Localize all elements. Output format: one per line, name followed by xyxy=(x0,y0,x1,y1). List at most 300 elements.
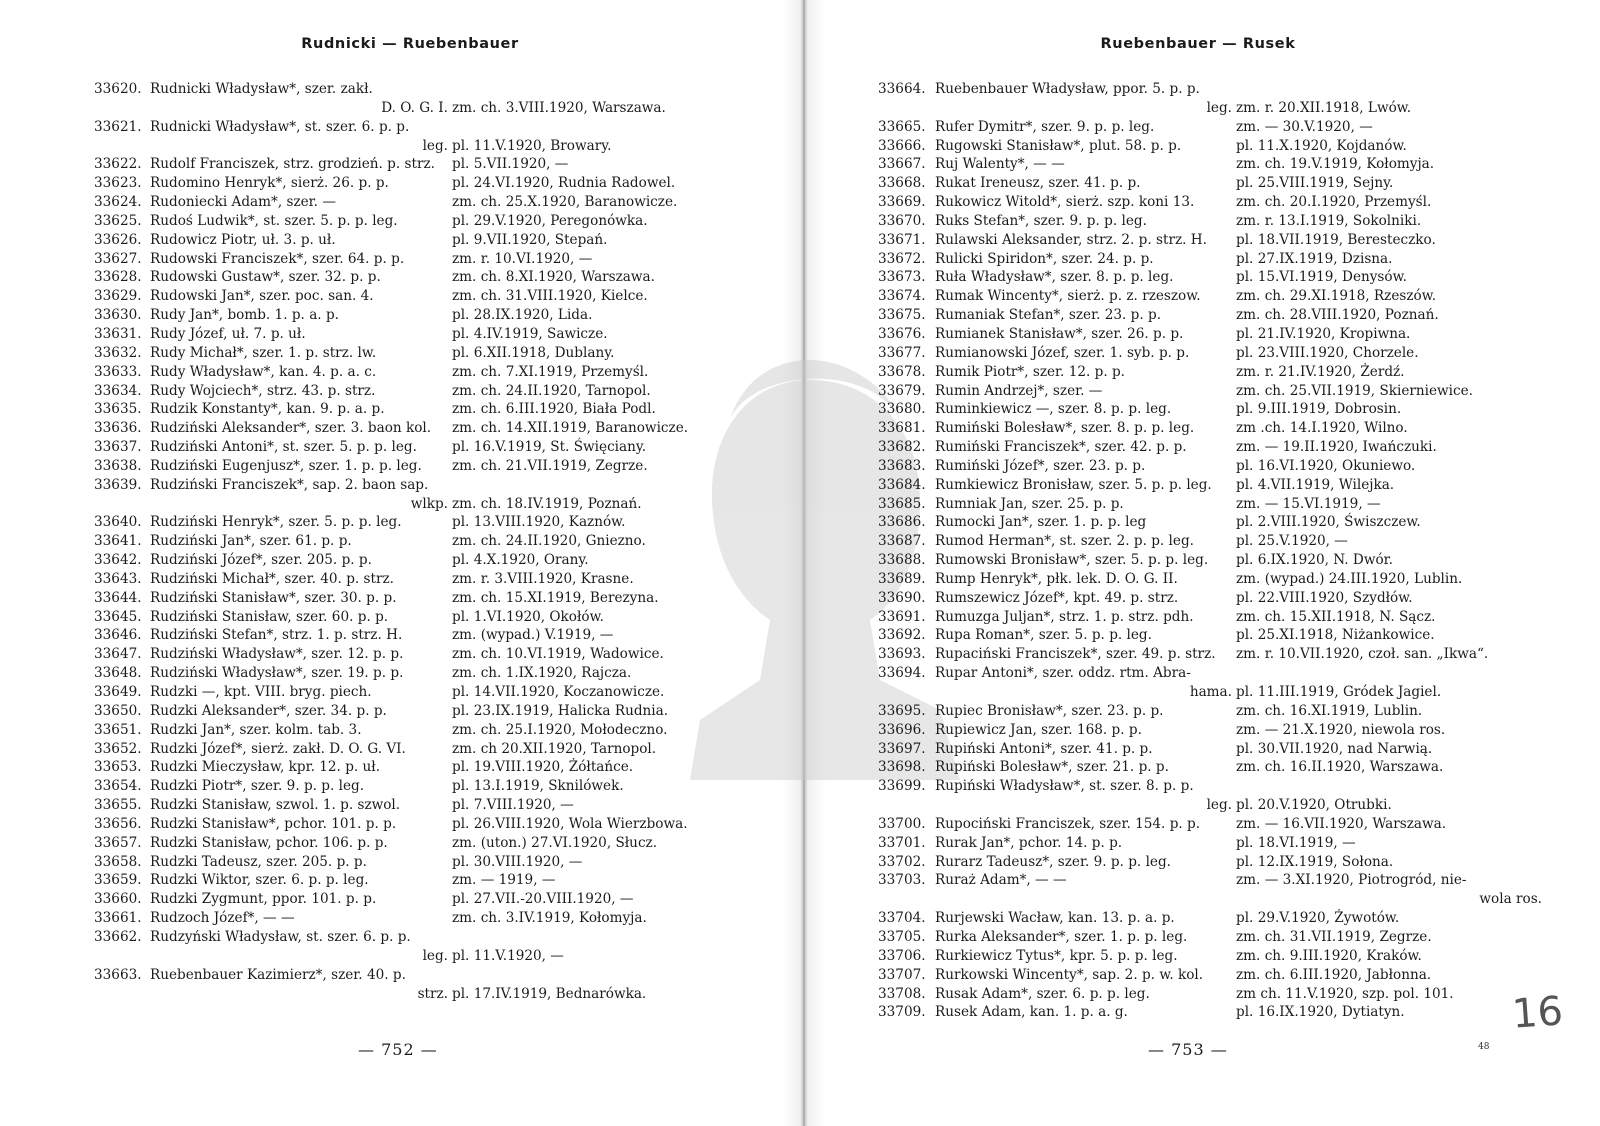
entry-number: 33682. xyxy=(878,439,926,456)
entry-name-rank-unit: Rudowicz Piotr, uł. 3. p. uł. xyxy=(150,231,336,248)
register-entry xyxy=(878,325,1518,344)
register-entry xyxy=(94,174,714,193)
entry-fate: pl. 30.VII.1920, nad Narwią. xyxy=(1236,740,1433,757)
entry-number: 33696. xyxy=(878,721,926,738)
entry-name-rank-unit: Ruks Stefan*, szer. 9. p. p. leg. xyxy=(935,212,1147,229)
entry-fate: pl. 9.VII.1920, Stepań. xyxy=(452,231,608,248)
register-entry xyxy=(94,118,714,137)
entry-number: 33627. xyxy=(94,250,142,267)
entry-name-rank-unit: Rukowicz Witold*, sierż. szp. koni 13. xyxy=(935,194,1195,211)
register-entry xyxy=(878,513,1518,532)
register-entry xyxy=(878,476,1518,495)
register-entry xyxy=(94,796,714,815)
entry-name-rank-unit: Rudzki Mieczysław, kpr. 12. p. uł. xyxy=(150,759,381,776)
register-entry xyxy=(94,268,714,287)
entry-number: 33666. xyxy=(878,137,926,154)
register-entry xyxy=(878,532,1518,551)
entry-name-rank-unit: Rudowski Jan*, szer. poc. san. 4. xyxy=(150,288,374,305)
entry-name-rank-unit: Rudziński Stanisław*, szer. 30. p. p. xyxy=(150,589,397,606)
entry-name-rank-unit: Rumik Piotr*, szer. 12. p. p. xyxy=(935,363,1125,380)
register-entry xyxy=(878,966,1518,985)
entry-number: 33671. xyxy=(878,231,926,248)
entry-number: 33693. xyxy=(878,646,926,663)
entry-fate: zm. ch. 9.III.1920, Kraków. xyxy=(1236,947,1422,964)
register-entry xyxy=(94,909,714,928)
register-entry xyxy=(94,99,714,118)
entry-name-rank-unit: Rumkiewicz Bronisław, szer. 5. p. p. leg. xyxy=(935,476,1212,493)
entry-name-rank-unit: Rudy Józef, uł. 7. p. uł. xyxy=(150,325,306,342)
entry-fate: zm. — 15.VI.1919, — xyxy=(1236,495,1381,512)
register-entries xyxy=(94,80,714,1003)
entry-name-rank-unit: Rudzki Zygmunt, ppor. 101. p. p. xyxy=(150,891,377,908)
register-entry xyxy=(94,325,714,344)
entry-number: 33660. xyxy=(94,891,142,908)
entry-number: 33632. xyxy=(94,344,142,361)
entry-number: 33694. xyxy=(878,665,926,682)
entry-name-rank-unit: Rudy Wojciech*, strz. 43. p. strz. xyxy=(150,382,376,399)
register-entry xyxy=(94,231,714,250)
register-entry xyxy=(878,363,1518,382)
entry-number: 33692. xyxy=(878,627,926,644)
entry-number: 33638. xyxy=(94,457,142,474)
entry-name-rank-unit: Rudy Władysław*, kan. 4. p. a. c. xyxy=(150,363,377,380)
entry-name-rank-unit: Rupiński Antoni*, szer. 41. p. p. xyxy=(935,740,1153,757)
register-entry xyxy=(878,268,1518,287)
stamp-number: 48 xyxy=(1478,1042,1490,1052)
entry-name-rank-unit: Rudnicki Władysław*, st. szer. 6. p. p. xyxy=(150,118,410,135)
register-entry xyxy=(878,608,1518,627)
right-page xyxy=(808,0,1600,1126)
register-entry xyxy=(94,871,714,890)
register-entry xyxy=(878,495,1518,514)
entry-name-rank-unit: Rudzyński Władysław, st. szer. 6. p. p. xyxy=(150,928,411,945)
entry-number: 33642. xyxy=(94,552,142,569)
entry-fate: zm. ch. 25.X.1920, Baranowicze. xyxy=(452,194,678,211)
entry-name-rank-unit: Rudziński Stanisław, szer. 60. p. p. xyxy=(150,608,389,625)
entry-fate: pl. 18.VII.1919, Beresteczko. xyxy=(1236,231,1436,248)
entry-name-rank-unit: Rudziński Stefan*, strz. 1. p. strz. H. xyxy=(150,627,403,644)
entry-number: 33654. xyxy=(94,778,142,795)
entry-name-rank-unit: Rudy Jan*, bomb. 1. p. a. p. xyxy=(150,307,339,324)
entry-fate: zm. — 16.VII.1920, Warszawa. xyxy=(1236,815,1447,832)
entry-name-rank-unit: Rudziński Henryk*, szer. 5. p. p. leg. xyxy=(150,514,402,531)
entry-name-rank-unit: Rupiński Bolesław*, szer. 21. p. p. xyxy=(935,759,1169,776)
entry-number: 33629. xyxy=(94,288,142,305)
register-entry xyxy=(878,250,1518,269)
register-entry xyxy=(878,551,1518,570)
entry-name-rank-unit: Rudzki Aleksander*, szer. 34. p. p. xyxy=(150,702,387,719)
running-head: Rudnicki — Ruebenbauer xyxy=(301,36,519,52)
entry-number: 33668. xyxy=(878,175,926,192)
entry-fate: zm. ch. 3.IV.1919, Kołomyja. xyxy=(452,910,647,927)
entry-fate: pl. 18.VI.1919, — xyxy=(1236,834,1356,851)
entry-number: 33643. xyxy=(94,570,142,587)
entry-unit-continuation: leg. xyxy=(422,137,448,154)
register-entry xyxy=(878,570,1518,589)
entry-name-rank-unit: Rupiński Władysław*, st. szer. 8. p. p. xyxy=(935,778,1194,795)
entry-number: 33674. xyxy=(878,288,926,305)
register-entry xyxy=(878,118,1518,137)
register-entry xyxy=(94,947,714,966)
book-gutter xyxy=(800,0,808,1126)
entry-number: 33662. xyxy=(94,928,142,945)
entry-fate: pl. 4.X.1920, Orany. xyxy=(452,552,589,569)
entry-fate: zm. ch. 29.XI.1918, Rzeszów. xyxy=(1236,288,1437,305)
entry-name-rank-unit: Rumiński Bolesław*, szer. 8. p. p. leg. xyxy=(935,420,1195,437)
entry-number: 33673. xyxy=(878,269,926,286)
register-entry xyxy=(878,871,1518,890)
entry-fate: pl. 30.VIII.1920, — xyxy=(452,853,583,870)
entry-name-rank-unit: Rudziński Aleksander*, szer. 3. baon kol. xyxy=(150,420,432,437)
entry-name-rank-unit: Rudziński Jan*, szer. 61. p. p. xyxy=(150,533,352,550)
entry-fate: pl. 28.IX.1920, Lida. xyxy=(452,307,593,324)
register-entry xyxy=(94,400,714,419)
entry-name-rank-unit: Rurjewski Wacław, kan. 13. p. a. p. xyxy=(935,910,1175,927)
entry-name-rank-unit: Rupa Roman*, szer. 5. p. p. leg. xyxy=(935,627,1152,644)
entry-number: 33704. xyxy=(878,910,926,927)
entry-number: 33657. xyxy=(94,834,142,851)
register-entry xyxy=(94,532,714,551)
entry-name-rank-unit: Rudziński Michał*, szer. 40. p. strz. xyxy=(150,570,394,587)
entry-fate: zm. r. 10.VI.1920, — xyxy=(452,250,593,267)
register-entry xyxy=(878,419,1518,438)
entry-name-rank-unit: Rudy Michał*, szer. 1. p. strz. lw. xyxy=(150,344,377,361)
entry-number: 33652. xyxy=(94,740,142,757)
entry-number: 33651. xyxy=(94,721,142,738)
entry-number: 33622. xyxy=(94,156,142,173)
entry-name-rank-unit: Rusek Adam, kan. 1. p. a. g. xyxy=(935,1004,1128,1021)
entry-number: 33685. xyxy=(878,495,926,512)
entry-fate: zm. (wypad.) V.1919, — xyxy=(452,627,614,644)
register-entry xyxy=(94,890,714,909)
register-entry xyxy=(878,740,1518,759)
entry-name-rank-unit: Rupar Antoni*, szer. oddz. rtm. Abra- xyxy=(935,665,1191,682)
register-entry xyxy=(94,495,714,514)
register-entry xyxy=(94,589,714,608)
entry-name-rank-unit: Rudzki —, kpt. VIII. bryg. piech. xyxy=(150,684,372,700)
entry-name-rank-unit: Rudziński Józef*, szer. 205. p. p. xyxy=(150,552,372,569)
entry-fate: pl. 13.VIII.1920, Kaznów. xyxy=(452,514,626,531)
entry-number: 33687. xyxy=(878,533,926,550)
entry-name-rank-unit: Rudzki Jan*, szer. kolm. tab. 3. xyxy=(150,721,362,738)
register-entry xyxy=(94,777,714,796)
entry-number: 33626. xyxy=(94,231,142,248)
register-entry xyxy=(94,985,714,1004)
register-entry xyxy=(94,457,714,476)
entry-number: 33672. xyxy=(878,250,926,267)
register-entry xyxy=(878,589,1518,608)
entry-fate: zm. — 1919, — xyxy=(452,872,556,889)
register-entry xyxy=(94,608,714,627)
entry-fate: zm. ch. 18.IV.1919, Poznań. xyxy=(452,495,642,512)
entry-number: 33676. xyxy=(878,325,926,342)
entry-number: 33677. xyxy=(878,344,926,361)
running-head: Ruebenbauer — Rusek xyxy=(1100,36,1296,52)
entry-name-rank-unit: Rurka Aleksander*, szer. 1. p. p. leg. xyxy=(935,928,1188,945)
entry-fate: pl. 9.III.1919, Dobrosin. xyxy=(1236,401,1402,418)
entry-number: 33637. xyxy=(94,439,142,456)
entry-number: 33644. xyxy=(94,589,142,606)
entry-number: 33653. xyxy=(94,759,142,776)
register-entry xyxy=(94,419,714,438)
entry-fate: zm. ch. 14.XII.1919, Baranowicze. xyxy=(452,420,689,437)
register-entry xyxy=(878,457,1518,476)
entry-unit-continuation: hama. xyxy=(1189,684,1232,700)
entry-name-rank-unit: Rupociński Franciszek, szer. 154. p. p. xyxy=(935,815,1201,832)
register-entry xyxy=(94,702,714,721)
entry-fate: pl. 25.XI.1918, Niżankowice. xyxy=(1236,627,1435,644)
entry-unit-continuation: leg. xyxy=(422,947,448,964)
entry-number: 33664. xyxy=(878,81,926,97)
entry-fate-continuation: wola ros. xyxy=(1479,891,1542,908)
register-entry xyxy=(94,966,714,985)
entry-number: 33700. xyxy=(878,815,926,832)
entry-name-rank-unit: Rufer Dymitr*, szer. 9. p. p. leg. xyxy=(935,118,1155,135)
entry-number: 33658. xyxy=(94,853,142,870)
entry-fate: zm. r. 13.I.1919, Sokolniki. xyxy=(1236,212,1422,229)
register-entry xyxy=(94,758,714,777)
entry-number: 33646. xyxy=(94,627,142,644)
entry-number: 33628. xyxy=(94,269,142,286)
entry-fate: pl. 26.VIII.1920, Wola Wierzbowa. xyxy=(452,815,688,832)
register-entry xyxy=(878,400,1518,419)
entry-number: 33649. xyxy=(94,684,142,700)
entry-fate: pl. 23.IX.1919, Halicka Rudnia. xyxy=(452,702,669,719)
entry-number: 33691. xyxy=(878,608,926,625)
entry-number: 33678. xyxy=(878,363,926,380)
register-entry xyxy=(94,645,714,664)
entry-number: 33680. xyxy=(878,401,926,418)
register-entry xyxy=(878,702,1518,721)
entry-fate: pl. 20.V.1920, Otrubki. xyxy=(1236,797,1392,814)
entry-number: 33667. xyxy=(878,156,926,173)
entry-number: 33647. xyxy=(94,646,142,663)
entry-number: 33709. xyxy=(878,1004,926,1021)
handwritten-mark: 16 xyxy=(1510,988,1565,1038)
register-entry xyxy=(94,363,714,382)
entry-name-rank-unit: Rumocki Jan*, szer. 1. p. p. leg xyxy=(935,514,1147,531)
entry-name-rank-unit: Rumod Herman*, st. szer. 2. p. p. leg. xyxy=(935,533,1194,550)
entry-number: 33645. xyxy=(94,608,142,625)
register-entry xyxy=(878,99,1518,118)
entry-name-rank-unit: Ruebenbauer Władysław, ppor. 5. p. p. xyxy=(935,81,1200,97)
entry-name-rank-unit: Rudowski Gustaw*, szer. 32. p. p. xyxy=(150,269,381,286)
entry-name-rank-unit: Rudoś Ludwik*, st. szer. 5. p. p. leg. xyxy=(150,212,398,229)
entry-number: 33636. xyxy=(94,420,142,437)
entry-name-rank-unit: Rumiński Józef*, szer. 23. p. p. xyxy=(935,457,1146,474)
entry-name-rank-unit: Rupaciński Franciszek*, szer. 49. p. strz. xyxy=(935,646,1216,663)
entry-number: 33648. xyxy=(94,665,142,682)
entry-unit-continuation: leg. xyxy=(1206,797,1232,814)
entry-fate: zm. ch. 28.VIII.1920, Poznań. xyxy=(1236,307,1439,324)
register-entry xyxy=(878,721,1518,740)
register-entry xyxy=(878,174,1518,193)
register-entry xyxy=(94,212,714,231)
entry-fate: zm. ch. 3.VIII.1920, Warszawa. xyxy=(452,99,666,116)
entry-number: 33697. xyxy=(878,740,926,757)
entry-fate: zm. — 21.X.1920, niewola ros. xyxy=(1236,721,1446,738)
entry-name-rank-unit: Rudnicki Władysław*, szer. zakł. xyxy=(150,81,373,97)
register-entry xyxy=(94,513,714,532)
entry-fate: pl. 16.VI.1920, Okuniewo. xyxy=(1236,457,1416,474)
entry-name-rank-unit: Rudzik Konstanty*, kan. 9. p. a. p. xyxy=(150,401,385,418)
register-entry xyxy=(878,212,1518,231)
entry-name-rank-unit: Rupiewicz Jan, szer. 168. p. p. xyxy=(935,721,1142,738)
entry-fate: zm. r. 3.VIII.1920, Krasne. xyxy=(452,570,634,587)
register-entry xyxy=(94,834,714,853)
entry-fate: zm. ch. 7.XI.1919, Przemyśl. xyxy=(452,363,649,380)
entry-fate: pl. 24.VI.1920, Rudnia Radowel. xyxy=(452,175,676,192)
entry-fate: pl. 22.VIII.1920, Szydłów. xyxy=(1236,589,1413,606)
entry-number: 33634. xyxy=(94,382,142,399)
entry-number: 33624. xyxy=(94,194,142,211)
entry-number: 33625. xyxy=(94,212,142,229)
entry-unit-continuation: strz. xyxy=(417,985,448,1002)
entry-fate: pl. 29.V.1920, Żywotów. xyxy=(1236,910,1400,927)
entry-fate: pl. 11.X.1920, Kojdanów. xyxy=(1236,137,1407,154)
register-entry xyxy=(878,287,1518,306)
entry-number: 33698. xyxy=(878,759,926,776)
entry-name-rank-unit: Rudzki Stanisław*, pchor. 101. p. p. xyxy=(150,815,397,832)
entry-fate: zm. ch. 6.III.1920, Biała Podl. xyxy=(452,401,656,418)
entry-fate: pl. 2.VIII.1920, Świszczew. xyxy=(1236,514,1421,531)
entry-number: 33656. xyxy=(94,815,142,832)
entry-name-rank-unit: Rumszewicz Józef*, kpt. 49. p. strz. xyxy=(935,589,1179,606)
entry-fate: zm. ch. 25.VII.1919, Skierniewice. xyxy=(1236,382,1473,399)
register-entry xyxy=(878,155,1518,174)
register-entry xyxy=(878,438,1518,457)
entry-number: 33669. xyxy=(878,194,926,211)
entry-number: 33655. xyxy=(94,797,142,814)
entry-fate: pl. 19.VIII.1920, Żółtańce. xyxy=(452,759,634,776)
register-entry xyxy=(94,344,714,363)
entry-number: 33686. xyxy=(878,514,926,531)
register-entry xyxy=(94,287,714,306)
register-entry xyxy=(878,626,1518,645)
entry-name-rank-unit: Rudziński Antoni*, st. szer. 5. p. p. leg. xyxy=(150,439,417,456)
register-entry xyxy=(878,231,1518,250)
entry-fate: pl. 11.V.1920, Browary. xyxy=(452,137,612,154)
entry-number: 33639. xyxy=(94,476,142,493)
entry-name-rank-unit: Rukat Ireneusz, szer. 41. p. p. xyxy=(935,175,1141,192)
entry-fate: zm. (uton.) 27.VI.1920, Słucz. xyxy=(452,834,658,851)
entry-number: 33631. xyxy=(94,325,142,342)
entry-fate: pl. 4.IV.1919, Sawicze. xyxy=(452,325,608,342)
entry-name-rank-unit: Rudowski Franciszek*, szer. 64. p. p. xyxy=(150,250,405,267)
entry-name-rank-unit: Rurarz Tadeusz*, szer. 9. p. p. leg. xyxy=(935,853,1171,870)
entry-number: 33703. xyxy=(878,872,926,889)
entry-number: 33706. xyxy=(878,947,926,964)
register-entry xyxy=(878,382,1518,401)
entry-fate: zm. ch. 15.XII.1918, N. Sącz. xyxy=(1236,608,1436,625)
entry-name-rank-unit: Rudzki Tadeusz, szer. 205. p. p. xyxy=(150,853,367,870)
register-entry xyxy=(878,80,1518,99)
register-entry xyxy=(878,815,1518,834)
entry-name-rank-unit: Rumianek Stanisław*, szer. 26. p. p. xyxy=(935,325,1184,342)
entry-number: 33621. xyxy=(94,118,142,135)
entry-fate: pl. 23.VIII.1920, Chorzele. xyxy=(1236,344,1419,361)
entry-number: 33690. xyxy=(878,589,926,606)
register-entry xyxy=(94,80,714,99)
register-entry xyxy=(878,1003,1518,1022)
entry-unit-continuation: wlkp. xyxy=(410,495,448,512)
entry-unit-continuation: D. O. G. I. xyxy=(381,99,448,116)
entry-name-rank-unit: Rumowski Bronisław*, szer. 5. p. p. leg. xyxy=(935,552,1209,569)
entry-name-rank-unit: Rurkowski Wincenty*, sap. 2. p. w. kol. xyxy=(935,966,1204,983)
entry-fate: zm. ch. 31.VIII.1920, Kielce. xyxy=(452,288,648,305)
entry-name-rank-unit: Rudzki Józef*, sierż. zakł. D. O. G. VI. xyxy=(150,740,406,757)
entry-number: 33633. xyxy=(94,363,142,380)
register-entry xyxy=(94,193,714,212)
register-entry xyxy=(94,155,714,174)
entry-number: 33707. xyxy=(878,966,926,983)
register-entry xyxy=(94,476,714,495)
entry-fate: zm. (wypad.) 24.III.1920, Lublin. xyxy=(1236,570,1463,587)
entry-number: 33679. xyxy=(878,382,926,399)
entry-fate: zm. ch. 1.IX.1920, Rajcza. xyxy=(452,665,632,682)
entry-fate: pl. 4.VII.1919, Wilejka. xyxy=(1236,476,1395,493)
entry-fate: pl. 25.VIII.1919, Sejny. xyxy=(1236,175,1394,192)
register-entry xyxy=(94,137,714,156)
register-entry xyxy=(878,758,1518,777)
entry-fate: pl. 16.IX.1920, Dytiatyn. xyxy=(1236,1004,1405,1021)
register-entry xyxy=(94,683,714,702)
entry-number: 33641. xyxy=(94,533,142,550)
entry-name-rank-unit: Rurak Jan*, pchor. 14. p. p. xyxy=(935,834,1123,851)
entry-number: 33661. xyxy=(94,910,142,927)
register-entry xyxy=(878,645,1518,664)
register-entry xyxy=(878,890,1542,909)
entry-number: 33683. xyxy=(878,457,926,474)
entry-fate: pl. 17.IV.1919, Bednarówka. xyxy=(452,985,647,1002)
entry-number: 33663. xyxy=(94,966,142,983)
entry-name-rank-unit: Rumaniak Stefan*, szer. 23. p. p. xyxy=(935,307,1162,324)
entry-fate: pl. 21.IV.1920, Kropiwna. xyxy=(1236,325,1411,342)
entry-fate: pl. 15.VI.1919, Denysów. xyxy=(1236,269,1407,286)
entry-fate: pl. 12.IX.1919, Sołona. xyxy=(1236,853,1394,870)
register-entry xyxy=(878,664,1518,683)
register-entry xyxy=(94,928,714,947)
entry-fate: pl. 6.IX.1920, N. Dwór. xyxy=(1236,552,1393,569)
entry-fate: pl. 27.IX.1919, Dzisna. xyxy=(1236,250,1393,267)
register-entry xyxy=(94,815,714,834)
entry-fate: pl. 27.VII.-20.VIII.1920, — xyxy=(452,891,634,908)
entry-number: 33670. xyxy=(878,212,926,229)
entry-number: 33659. xyxy=(94,872,142,889)
entry-fate: zm. ch. 6.III.1920, Jabłonna. xyxy=(1236,966,1432,983)
entry-name-rank-unit: Rusak Adam*, szer. 6. p. p. leg. xyxy=(935,985,1150,1002)
entry-fate: zm. ch. 20.I.1920, Przemyśl. xyxy=(1236,194,1432,211)
entry-fate: zm. ch. 21.VII.1919, Zegrze. xyxy=(452,457,648,474)
entry-name-rank-unit: Rudziński Władysław*, szer. 12. p. p. xyxy=(150,646,404,663)
entry-name-rank-unit: Rudzki Stanisław, pchor. 106. p. p. xyxy=(150,834,388,851)
entry-name-rank-unit: Rudzki Stanisław, szwol. 1. p. szwol. xyxy=(150,797,401,814)
entry-fate: zm. ch. 10.VI.1919, Wadowice. xyxy=(452,646,664,663)
entry-fate: pl. 7.VIII.1920, — xyxy=(452,797,574,814)
register-entry xyxy=(94,626,714,645)
entry-number: 33684. xyxy=(878,476,926,493)
register-entry xyxy=(878,853,1518,872)
register-entry xyxy=(878,947,1518,966)
entry-name-rank-unit: Rulawski Aleksander, strz. 2. p. strz. H. xyxy=(935,231,1207,248)
register-entry xyxy=(878,928,1518,947)
entry-name-rank-unit: Rumiński Franciszek*, szer. 42. p. p. xyxy=(935,439,1187,456)
entry-fate: zm. ch. 8.XI.1920, Warszawa. xyxy=(452,269,655,286)
entry-fate: pl. 25.V.1920, — xyxy=(1236,533,1348,550)
entry-name-rank-unit: Rudoniecki Adam*, szer. — xyxy=(150,194,336,211)
register-entry xyxy=(94,721,714,740)
register-entry xyxy=(94,664,714,683)
